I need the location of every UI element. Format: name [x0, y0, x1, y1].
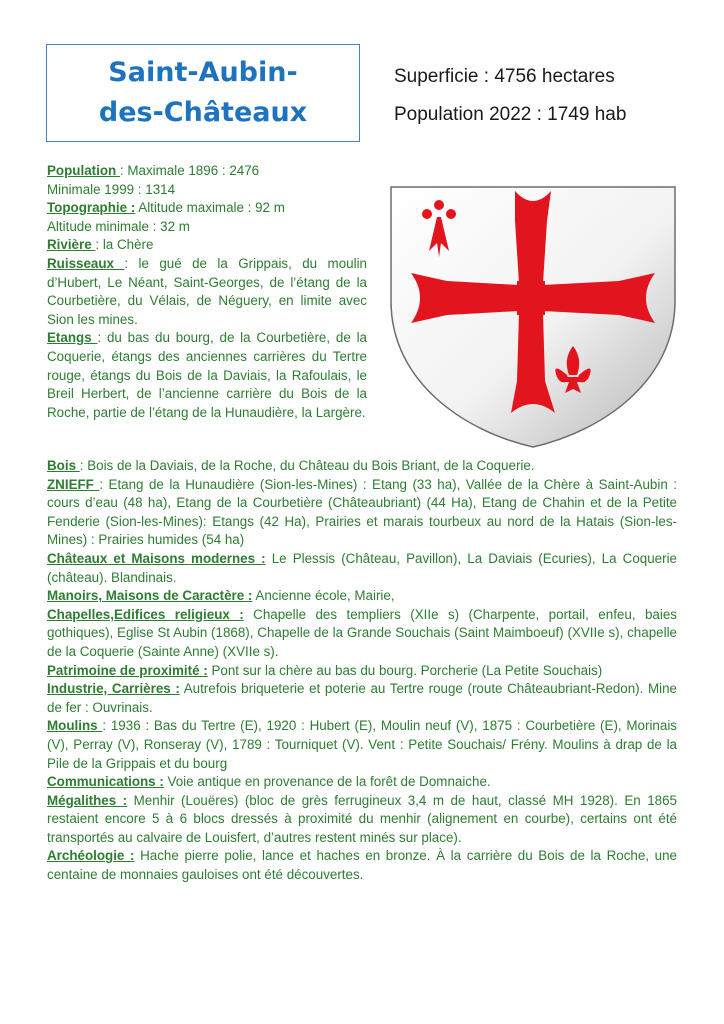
population-2022-text: Population 2022 : 1749 hab — [394, 104, 627, 125]
title-line-1: Saint-Aubin- — [108, 57, 298, 88]
riviere-value: : la Chère — [95, 237, 154, 253]
etangs-label: Etangs — [47, 330, 98, 346]
bois-label: Bois — [47, 458, 80, 473]
title-box — [46, 44, 360, 142]
znieff-value: : Etang de la Hunaudière (Sion-les-Mines) : Etang (33 ha), Vallée de la Chère à Saint-Aubin : cours d’eau (48 ha), Etang de la Courbetière (Châteaubriant) (44 Ha), Etang de Chahin et de la Petite Fenderie (Sion-les-Mines): Etangs (42 Ha), Prairies et marais tourbeux au nord de la Hatais (Sion-les-Mines) : Prairies humides (54 ha) — [47, 476, 677, 548]
chateaux-label: Châteaux et Maisons modernes : — [47, 550, 266, 566]
bois-value: : Bois de la Daviais, de la Roche, du Château du Bois Briant, de la Coquerie. — [79, 458, 535, 473]
narrow-column — [47, 162, 367, 422]
chateaux-value: Le Plessis (Château, Pavillon), La Daviais (Ecuries), La Coquerie (château). Blandinais. — [47, 550, 677, 585]
archeologie-entry — [47, 847, 677, 884]
communications-value: Voie antique en provenance de la forêt de Domnaiche. — [163, 774, 491, 790]
wide-column — [47, 457, 677, 885]
industrie-label: Industrie, Carrières : — [47, 681, 180, 697]
manoirs-entry — [47, 587, 677, 606]
znieff-entry — [47, 476, 677, 550]
topographie-label: Topographie : — [47, 200, 136, 216]
moulins-value: : 1936 : Bas du Tertre (E), 1920 : Hubert (E), Moulin neuf (V), 1875 : Courbetière (E), Morinais (V), Perray (V), Ronseray (V), 1789 : Tourniquet (V). Vent : Petite Souchais/ Frény. Moulins à drap de la Pile de la Grippais et du bourg — [47, 718, 677, 771]
manoirs-label: Manoirs, Maisons de Caractère : — [47, 588, 253, 604]
megalithes-entry — [47, 792, 677, 848]
altitude-minimale: Altitude minimale : 32 m — [47, 218, 190, 234]
patrimoine-value: Pont sur la chère au bas du bourg. Porcherie (La Petite Souchais) — [207, 662, 603, 678]
archeologie-label: Archéologie : — [47, 848, 135, 864]
moulins-entry — [47, 717, 677, 773]
riviere-entry — [47, 236, 367, 255]
topographie-entry — [47, 199, 367, 218]
megalithes-label: Mégalithes : — [47, 792, 128, 808]
topographie-value: Altitude maximale : 92 m — [135, 200, 285, 216]
population-label: Population — [47, 163, 120, 178]
riviere-label: Rivière — [47, 237, 96, 253]
superficie-text: Superficie : 4756 hectares — [394, 66, 615, 87]
patrimoine-label: Patrimoine de proximité : — [47, 662, 208, 678]
coat-of-arms-icon — [383, 181, 683, 451]
communications-entry — [47, 773, 677, 792]
stats-block — [394, 58, 626, 134]
population-entry — [47, 162, 367, 181]
megalithes-value: Menhir (Louëres) (bloc de grès ferrugineux 3,4 m de haut, classé MH 1928). En 1865 restaient encore 5 à 6 blocs dressés à proximité du menhir (alignement en courbe), certains ont été transportés au calvaire de Louisfert, d’autres restent minés sur place). — [47, 792, 677, 845]
ruisseaux-label: Ruisseaux — [47, 255, 125, 271]
ruisseaux-value: : le gué de la Grippais, du moulin d’Hubert, Le Néant, Saint-Georges, de l’étang de la Courbetière, du Vélais, de Néguery, en limite avec Sion les mines. — [47, 255, 367, 327]
archeologie-value: Hache pierre polie, lance et haches en bronze. À la carrière du Bois de la Roche, une centaine de monnaies gauloises ont été découvertes. — [47, 848, 678, 883]
population-minimale: Minimale 1999 : 1314 — [47, 181, 176, 197]
bois-entry — [47, 457, 677, 476]
title-line-2: des-Châteaux — [98, 97, 308, 128]
communications-label: Communications : — [47, 774, 164, 790]
chapelles-label: Chapelles,Edifices religieux : — [47, 606, 244, 622]
etangs-entry — [47, 329, 367, 422]
chapelles-entry — [47, 606, 677, 662]
population-value: : Maximale 1896 : 2476 — [119, 163, 260, 178]
ruisseaux-entry — [47, 255, 367, 329]
industrie-value: Autrefois briqueterie et poterie au Tertre rouge (route Châteaubriant-Redon). Mine de fer : Ouvrinais. — [47, 681, 677, 715]
moulins-label: Moulins — [47, 718, 103, 734]
znieff-label: ZNIEFF — [47, 476, 100, 492]
patrimoine-entry — [47, 662, 677, 681]
chateaux-entry — [47, 550, 677, 587]
industrie-entry — [47, 680, 677, 717]
etangs-value: : du bas du bourg, de la Courbetière, de la Coquerie, étangs des anciennes carrières du Tertre rouge, étangs du Bois de la Daviais, la Rafoulais, le Breil Herbert, de l’ancienne carrière du Bois de la Roche, partie de l’étang de la Hunaudière, la Largère. — [47, 330, 367, 420]
chapelles-value: Chapelle des templiers (XIIe s) (Charpente, portail, enfeu, baies gothiques), Eglise St Aubin (1868), Chapelle de la Grande Souchais (Saint Maimboeuf) (XVIIe s), chapelle de la Coquerie (Sainte Anne) (XVIIe s). — [47, 606, 677, 659]
manoirs-value: Ancienne école, Mairie, — [252, 588, 395, 604]
